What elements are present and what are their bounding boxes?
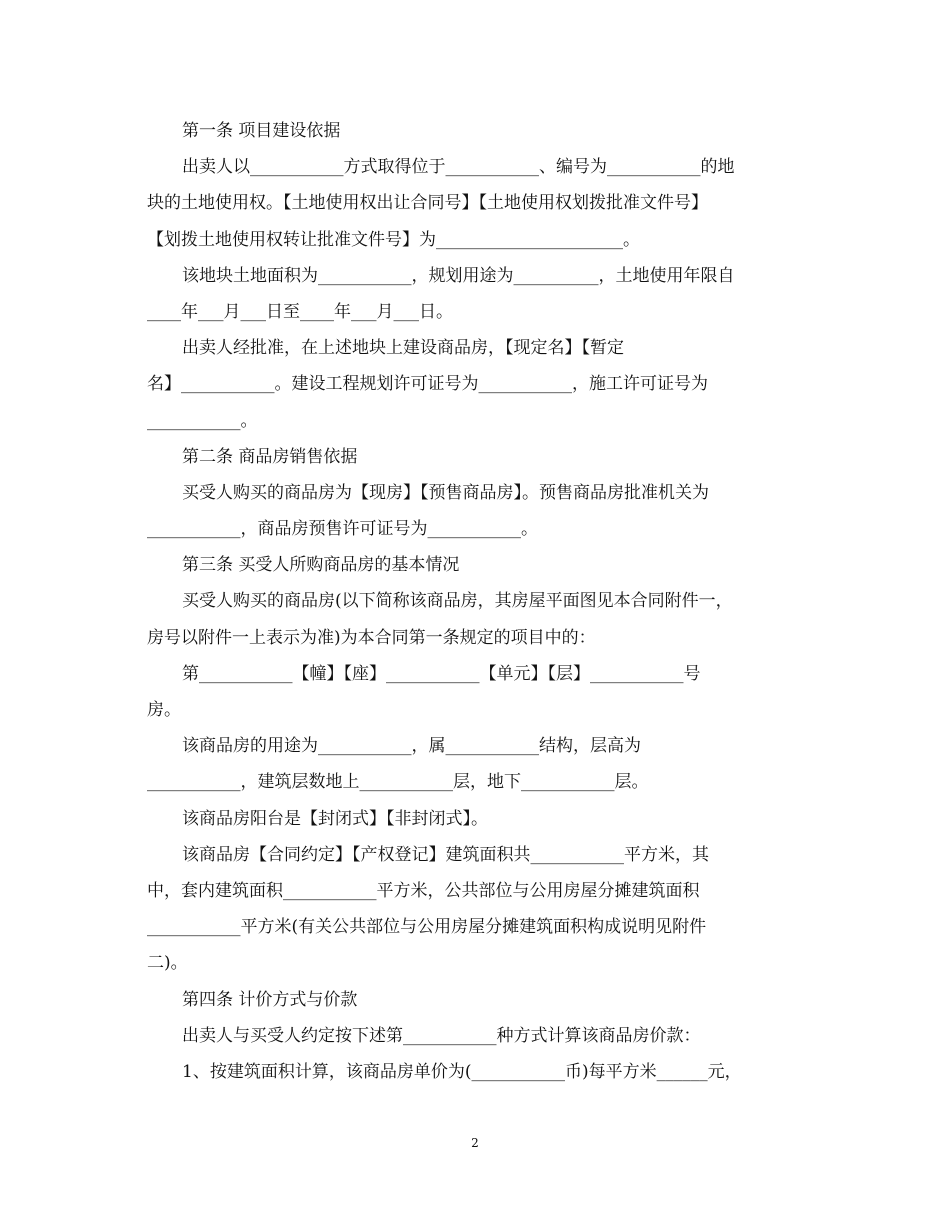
paragraph [147,1054,803,1090]
paragraph [147,583,803,655]
page-number: 2 [471,1136,479,1150]
heading-text: 第二条 商品房销售依据 [182,446,358,467]
paragraph-line: ___________，商品房预售许可证号为___________。 [147,519,538,540]
document-body [147,113,803,1090]
paragraph-line: 1、按建筑面积计算，该商品房单价为(___________币)每平方米______元， [182,1061,742,1082]
paragraph-line: 买受人购买的商品房(以下简称该商品房，其房屋平面图见本合同附件一， [182,591,733,612]
paragraph-line: 房号以附件一上表示为准)为本合同第一条规定的项目中的： [147,627,596,648]
paragraph-line: 该地块土地面积为___________，规划用途为__________，土地使用年限自 [182,265,735,286]
heading-text: 第三条 买受人所购商品房的基本情况 [182,555,460,576]
article-heading [147,982,803,1018]
heading-text: 第四条 计价方式与价款 [182,989,358,1010]
paragraph-line: 第___________【幢】【座】___________【单元】【层】___________号 [182,663,701,684]
paragraph-line: 名】___________。建设工程规划许可证号为___________，施工许可证号为 [147,374,708,395]
paragraph-line: 房。 [147,700,181,720]
paragraph-line: 块的土地使用权。【土地使用权出让合同号】【土地使用权划拨批准文件号】 [147,193,708,214]
paragraph-line: ____年___月___日至____年___月___日。 [147,301,453,322]
paragraph-line: 该商品房【合同约定】【产权登记】建筑面积共___________平方米，其 [182,844,709,865]
paragraph [147,475,803,547]
paragraph [147,656,803,728]
paragraph [147,330,803,439]
heading-text: 第一条 项目建设依据 [182,121,341,141]
article-heading [147,113,803,149]
article-heading [147,547,803,583]
paragraph-line: 买受人购买的商品房为【现房】【预售商品房】。预售商品房批准机关为 [182,482,709,503]
paragraph [147,149,803,258]
paragraph-line: 中，套内建筑面积___________平方米，公共部位与公用房屋分摊建筑面积 [147,880,700,901]
paragraph-line: 该商品房阳台是【封闭式】【非封闭式】。 [182,808,488,829]
paragraph-line: 出卖人与买受人约定按下述第___________种方式计算该商品房价款： [182,1025,701,1046]
paragraph-line: ___________平方米(有关公共部位与公用房屋分摊建筑面积构成说明见附件 [147,917,707,938]
paragraph-line: 出卖人经批准，在上述地块上建设商品房，【现定名】【暂定 [182,338,624,359]
paragraph [147,837,803,982]
paragraph-line: 该商品房的用途为___________，属___________结构，层高为 [182,736,641,757]
paragraph-line: 【划拨土地使用权转让批准文件号】为______________________。 [147,229,640,250]
paragraph [147,1018,803,1054]
paragraph [147,728,803,800]
paragraph [147,801,803,837]
paragraph-line: ___________，建筑层数地上___________层，地下___________层。 [147,772,649,793]
paragraph-line: 出卖人以___________方式取得位于___________、编号为___________的地 [182,157,735,178]
paragraph-line: ___________。 [147,410,258,431]
paragraph [147,258,803,330]
article-heading [147,439,803,475]
paragraph-line: 二)。 [147,953,188,974]
